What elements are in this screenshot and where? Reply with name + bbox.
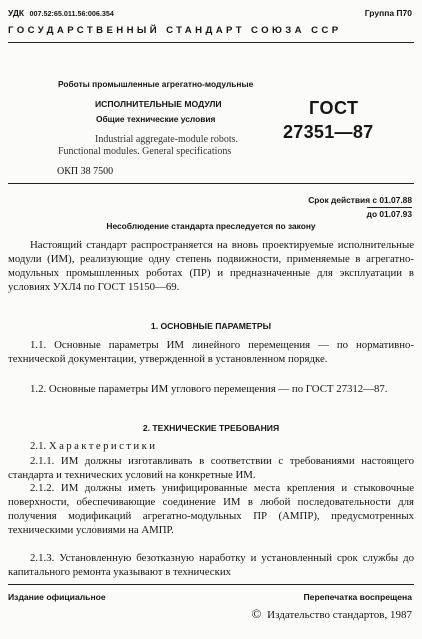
publisher-name: Издательство стандартов, 1987 — [267, 609, 412, 621]
title-rule — [8, 183, 414, 184]
section-2-heading: 2. ТЕХНИЧЕСКИЕ ТРЕБОВАНИЯ — [142, 423, 280, 433]
group-code: Группа П70 — [364, 8, 412, 18]
paragraph-1-2: 1.2. Основные параметры ИМ углового перемещения — по ГОСТ 27312—87. — [30, 383, 388, 395]
intro-paragraph: Настоящий стандарт распространяется на вновь проектируемые исполнительные модули (ИМ), реализующие одну степень подвижности, применяемые в агрегатно-модульных промышленных роботах (ПР) и предназначенные для эксплуатации в условиях УХЛ4 по ГОСТ 15150—69. — [8, 239, 414, 293]
udk-number: 007.52:65.011.56:006.354 — [29, 9, 114, 18]
footer-rule — [8, 584, 414, 585]
udk-code — [8, 8, 114, 18]
title-line-1: Роботы промышленные агрегатно-модульные — [58, 79, 254, 89]
section-1-heading: 1. ОСНОВНЫЕ ПАРАМЕТРЫ — [150, 321, 272, 331]
udk-label: УДК — [8, 8, 25, 18]
copyright-icon: © — [251, 606, 262, 621]
publisher-line — [252, 606, 412, 622]
subsection-2-1-title: Характеристики — [48, 440, 158, 452]
paragraph-2-1-1: 2.1.1. ИМ должны изготавливать в соответствии с требованиями настоящего стандарта и технических условий на конкретные ИМ. — [8, 455, 414, 481]
reprint-prohibited: Перепечатка воспрещена — [303, 592, 412, 602]
state-standard-title: ГОСУДАРСТВЕННЫЙ СТАНДАРТ СОЮЗА ССР — [8, 25, 342, 36]
validity-from: Срок действия с 01.07.88 — [308, 195, 412, 205]
standard-code-label: ГОСТ — [309, 98, 359, 118]
english-title-line-2: Functional modules. General specifications — [58, 146, 232, 157]
official-edition: Издание официальное — [8, 592, 106, 602]
header-rule — [8, 42, 414, 43]
paragraph-2-1-2: 2.1.2. ИМ должны иметь унифицированные места крепления и стыковочные поверхности, обеспечивающие соединение ИМ в любой последовательности для получения модификаций агрегатно-модульных ПР (АМПР), предусмотренных техническими условиями на АМПР. — [8, 482, 414, 536]
validity-to: до 01.07.93 — [366, 209, 412, 219]
english-title-line-1: Industrial aggregate-module robots. — [95, 134, 239, 145]
paragraph-1-1: 1.1. Основные параметры ИМ линейного перемещения — по нормативно-технической документации, утвержденной в установленном порядке. — [8, 339, 414, 365]
title-line-3: Общие технические условия — [96, 114, 216, 124]
title-line-2: ИСПОЛНИТЕЛЬНЫЕ МОДУЛИ — [95, 99, 222, 109]
law-notice: Несоблюдение стандарта преследуется по закону — [106, 221, 316, 231]
subsection-2-1-number: 2.1. — [30, 440, 47, 452]
standard-code-number: 27351—87 — [283, 122, 374, 142]
okp-code: ОКП 38 7500 — [57, 166, 114, 177]
paragraph-2-1-3: 2.1.3. Установленную безотказную наработку и установленный срок службы до капитального ремонта указывают в технических — [8, 552, 414, 578]
subsection-2-1 — [30, 439, 157, 453]
